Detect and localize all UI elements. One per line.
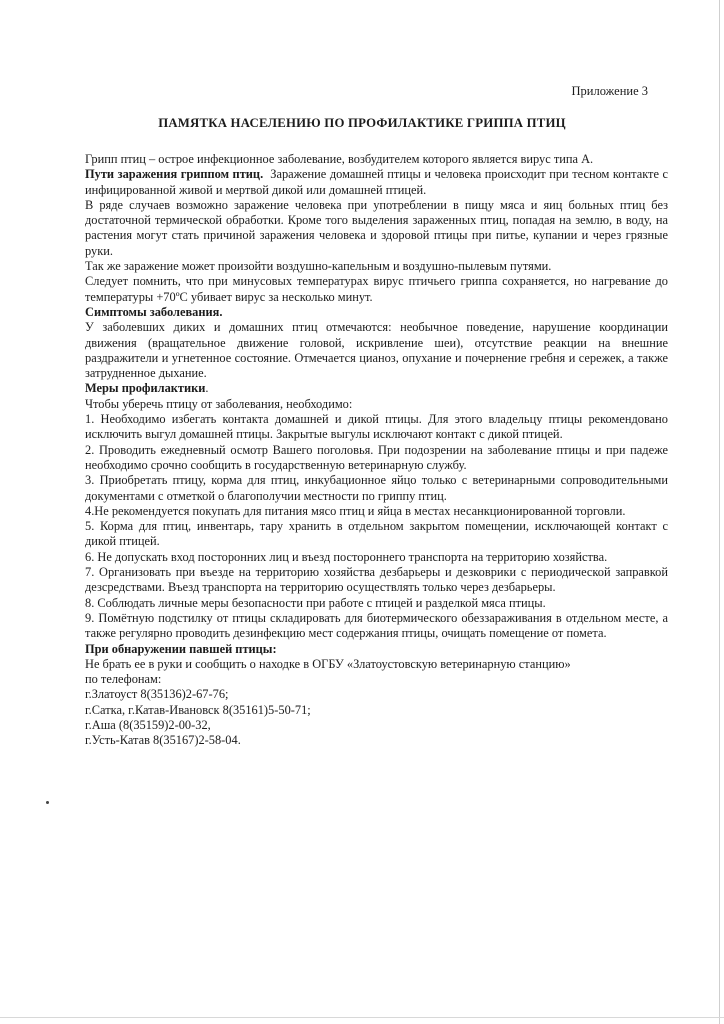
prevention-heading: Меры профилактики. <box>85 381 209 396</box>
intro-paragraph: Грипп птиц – острое инфекционное заболевание, возбудителем которого является вирус типа А. <box>85 152 594 166</box>
document-body <box>85 152 668 749</box>
page-title: ПАМЯТКА НАСЕЛЕНИЮ ПО ПРОФИЛАКТИКЕ ГРИППА ПТИЦ <box>158 116 566 130</box>
phone-line: г.Златоуст 8(35136)2-67-76; <box>85 687 229 702</box>
phone-line: г.Усть-Катав 8(35167)2-58-04. <box>85 733 241 748</box>
page-edge-bottom <box>0 1017 724 1018</box>
phones-intro: по телефонам: <box>85 672 162 687</box>
measure-item: 7. Организовать при въезде на территорию хозяйства дезбарьеры и дезковрики с периодической заправкой дезсредствами. Въезд транспорта на территорию осуществлять только через дезбарьеры. <box>85 565 668 595</box>
scan-speck <box>46 801 49 804</box>
measure-item: 4.Не рекомендуется покупать для питания мясо птиц и яйца в местах несанкционированной торговли. <box>85 503 626 518</box>
measure-item: 6. Не допускать вход посторонних лиц и въезд постороннего транспорта на территорию хозяйства. <box>85 549 608 564</box>
paths-text: Заражение домашней птицы и человека происходит при тесном контакте с инфицированной живой и мертвой дикой или домашней птицей. <box>85 167 668 197</box>
paths-paragraph <box>85 167 668 198</box>
dead-bird-heading <box>85 642 668 657</box>
measure-item: 5. Корма для птиц, инвентарь, тару хранить в отдельном закрытом помещении, исключающей контакт с дикой птицей. <box>85 519 668 549</box>
dead-bird-paragraph: Не брать ее в руки и сообщить о находке в ОГБУ «Златоустовскую ветеринарную станцию» <box>85 656 571 671</box>
phone-line: г.Сатка, г.Катав-Ивановск 8(35161)5-50-71; <box>85 702 311 717</box>
measure-item: 1. Необходимо избегать контакта домашней и дикой птицы. Для этого владельцу птицы рекомендовано исключить выгул домашней птицы. Закрытые выгулы исключают контакт с дикой птицей. <box>85 412 668 442</box>
meat-paragraph: В ряде случаев возможно заражение человека при употреблении в пищу мяса и яиц больных птиц без достаточной термической обработки. Кроме того выделения зараженных птиц, попадая на землю, в воду, на растения могут стать причиной заражения человека и здоровой птицы при питье, купании и через грязные руки. <box>85 197 668 258</box>
phone-line: г.Аша (8(35159)2-00-32, <box>85 717 211 732</box>
paths-heading: Пути заражения гриппом птиц. <box>85 167 264 182</box>
symptoms-paragraph: У заболевших диких и домашних птиц отмечаются: необычное поведение, нарушение координации движения (вращательное движение головой, искривление шеи), отсутствие реакции на внешние раздражители и угнетенное состояние. Отмечается цианоз, опухание и почернение гребня и сережек, а также затрудненное дыхание. <box>85 320 668 381</box>
measure-item: 9. Помётную подстилку от птицы складировать для биотермического обеззараживания в отдельном месте, а также регулярно проводить дезинфекцию мест содержания птицы, очищать помещение от помета. <box>85 610 668 641</box>
air-paragraph: Так же заражение может произойти воздушно-капельным и воздушно-пылевым путями. <box>85 259 552 274</box>
temperature-paragraph: Следует помнить, что при минусовых температурах вирус птичьего гриппа сохраняется, но нагревание до температуры +70ºС убивает вирус за несколько минут. <box>85 274 668 304</box>
dead-bird-heading-text: При обнаружении павшей птицы: <box>85 641 277 656</box>
symptoms-heading <box>85 305 668 320</box>
prevention-intro: Чтобы уберечь птицу от заболевания, необходимо: <box>85 396 353 411</box>
measure-item: 3. Приобретать птицу, корма для птиц, инкубационное яйцо только с ветеринарными сопроводительными документами с отметкой о благополучии местности по гриппу птиц. <box>85 473 668 503</box>
symptoms-heading-text: Симптомы заболевания. <box>85 304 223 319</box>
appendix-label: Приложение 3 <box>571 84 648 98</box>
measure-item: 2. Проводить ежедневный осмотр Вашего поголовья. При подозрении на заболевание птицы и при падеже необходимо срочно сообщить в государственную ветеринарную службу. <box>85 442 668 472</box>
page-edge-right <box>719 0 720 1024</box>
measure-item: 8. Соблюдать личные меры безопасности при работе с птицей и разделкой мяса птицы. <box>85 595 546 610</box>
prevention-heading-text: Меры профилактики <box>85 381 206 396</box>
